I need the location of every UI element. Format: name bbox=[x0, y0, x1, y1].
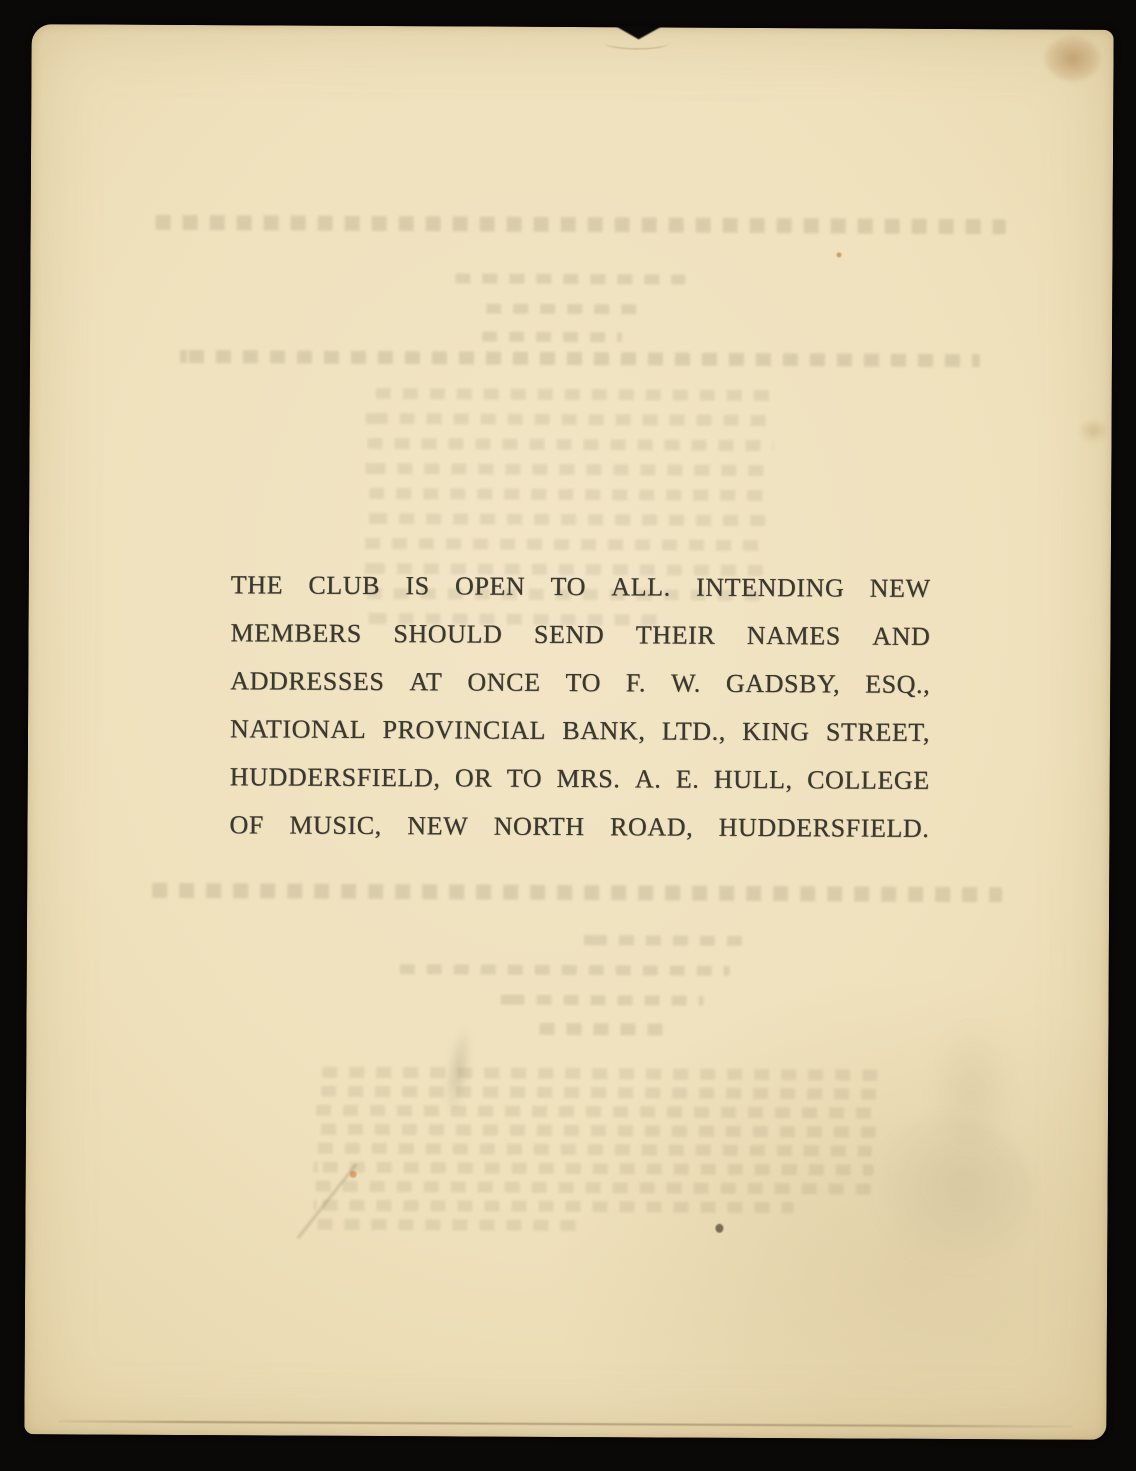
showthrough-line bbox=[455, 273, 685, 284]
showthrough-paragraph-line bbox=[367, 438, 773, 451]
notice-line: OF MUSIC, NEW NORTH ROAD, HUDDERSFIELD. bbox=[229, 810, 930, 843]
showthrough-paragraph-line bbox=[316, 1181, 872, 1195]
showthrough-paragraph-line bbox=[314, 1162, 874, 1176]
showthrough-line bbox=[180, 350, 980, 367]
showthrough-paragraph-line bbox=[318, 1143, 872, 1157]
showthrough-paragraph-line bbox=[317, 1219, 577, 1231]
notice-line: NATIONAL PROVINCIAL BANK, LTD., KING STREET, bbox=[229, 714, 931, 747]
showthrough-paragraph-line bbox=[363, 513, 771, 526]
showthrough-line bbox=[583, 935, 753, 946]
showthrough-line bbox=[477, 304, 637, 315]
showthrough-paragraph-line bbox=[322, 1067, 878, 1081]
showthrough-line bbox=[156, 215, 1006, 234]
showthrough-paragraph-line bbox=[312, 1124, 876, 1138]
paper-stain bbox=[1043, 34, 1101, 82]
showthrough-line bbox=[482, 332, 622, 343]
notice-line: MEMBERS SHOULD SEND THEIR NAMES AND bbox=[230, 618, 931, 651]
notice-line: ADDRESSES AT ONCE TO F. W. GADSBY, ESQ., bbox=[230, 666, 931, 699]
showthrough-line bbox=[539, 1023, 674, 1036]
showthrough-line bbox=[501, 995, 704, 1006]
paper-speck bbox=[715, 1224, 723, 1233]
membership-notice bbox=[229, 561, 930, 853]
inner-sheet-edge bbox=[58, 1420, 1072, 1427]
showthrough-line bbox=[400, 964, 730, 976]
showthrough-paragraph-line bbox=[369, 488, 767, 501]
paper-crease bbox=[604, 36, 670, 49]
showthrough-paragraph-line bbox=[365, 538, 769, 551]
showthrough-paragraph-line bbox=[364, 413, 776, 426]
showthrough-paragraph-line bbox=[312, 1086, 878, 1100]
showthrough-line bbox=[152, 883, 1002, 902]
paper-mottling bbox=[926, 1019, 1017, 1159]
showthrough-paragraph-line bbox=[316, 1105, 876, 1119]
showthrough-paragraph-line bbox=[313, 1200, 793, 1214]
notice-line: THE CLUB IS OPEN TO ALL. INTENDING NEW bbox=[230, 570, 931, 603]
paper-mottling bbox=[855, 1114, 1036, 1285]
showthrough-paragraph-line bbox=[376, 388, 776, 401]
showthrough-paragraph-line bbox=[361, 463, 771, 476]
scanned-page bbox=[24, 24, 1113, 1440]
notice-line: HUDDERSFIELD, OR TO MRS. A. E. HULL, COLLEGE bbox=[229, 762, 930, 795]
paper-speck bbox=[836, 252, 841, 257]
paper-stain bbox=[1078, 418, 1110, 444]
